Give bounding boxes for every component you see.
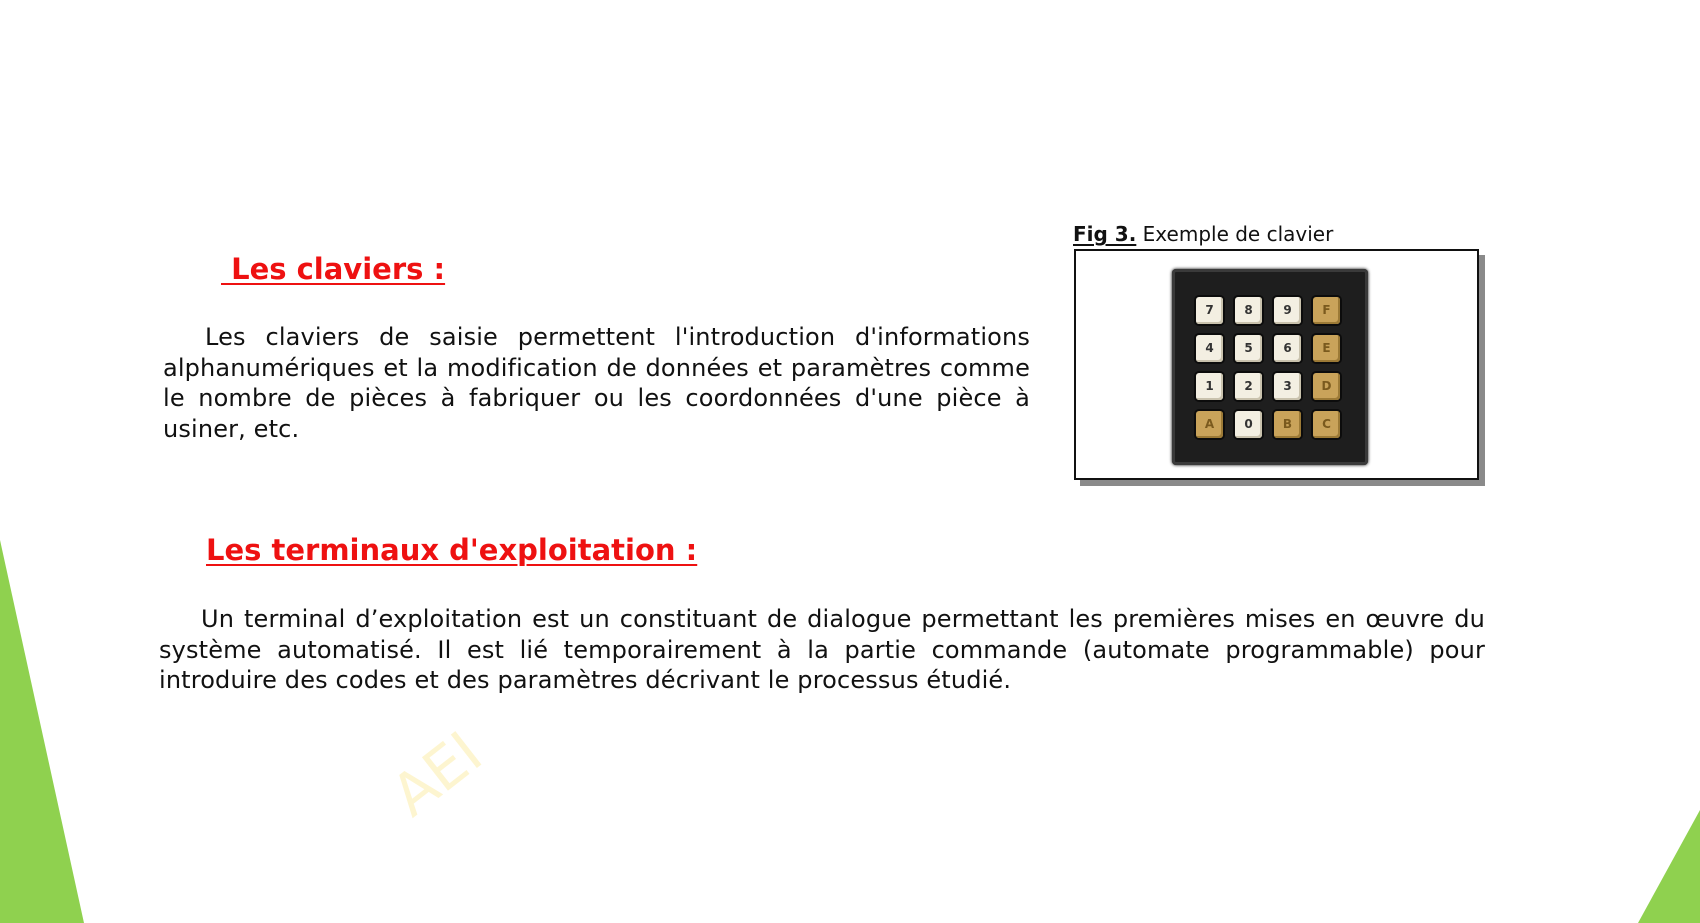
figure-frame (1074, 249, 1479, 480)
figure-caption-text: Exemple de clavier (1142, 222, 1334, 246)
figure-caption (1073, 222, 1333, 246)
paragraph-claviers: Les claviers de saisie permettent l'introduction d'informations alphanumériques et la modification de données et paramètres comme le nombre de pièces à fabriquer ou les coordonnées d'une pièce à usiner, etc. (163, 323, 1030, 443)
keypad-key-4: 4 (1196, 335, 1223, 362)
paragraph-terminaux: Un terminal d’exploitation est un constituant de dialogue permettant les premières mises en œuvre du système automatisé. Il est lié temporairement à la partie commande (automate programmable) pour introduire des codes et des paramètres décrivant le processus étudié. (159, 605, 1485, 694)
keypad-image (1172, 269, 1368, 465)
keypad-key-9: 9 (1274, 297, 1301, 324)
watermark: AEI (378, 718, 495, 830)
keypad-key-b: B (1274, 411, 1301, 438)
keypad-key-e: E (1313, 335, 1340, 362)
keypad-key-8: 8 (1235, 297, 1262, 324)
section-heading-claviers: Les claviers : (221, 252, 446, 286)
keypad-key-7: 7 (1196, 297, 1223, 324)
keypad-key-5: 5 (1235, 335, 1262, 362)
keypad-key-0: 0 (1235, 411, 1262, 438)
keypad-key-2: 2 (1235, 373, 1262, 400)
keypad-key-f: F (1313, 297, 1340, 324)
section-heading-terminaux: Les terminaux d'exploitation : (206, 533, 698, 567)
keypad-key-a: A (1196, 411, 1223, 438)
keypad-key-3: 3 (1274, 373, 1301, 400)
keypad-key-6: 6 (1274, 335, 1301, 362)
green-accent-left (0, 0, 100, 923)
green-accent-right (1620, 0, 1700, 923)
keypad-key-c: C (1313, 411, 1340, 438)
figure-number: Fig 3. (1073, 222, 1137, 246)
keypad-key-d: D (1313, 373, 1340, 400)
keypad-key-1: 1 (1196, 373, 1223, 400)
